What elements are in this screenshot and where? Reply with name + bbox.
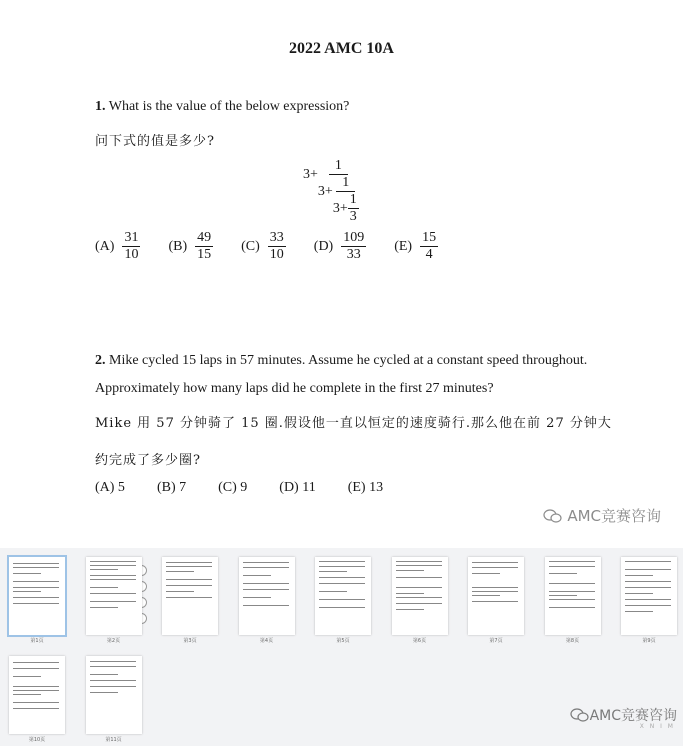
thumbnail-text-line <box>625 569 671 570</box>
thumbnail-text-line <box>319 577 365 578</box>
thumbnail-text-line <box>625 605 671 606</box>
thumbnail-text-line <box>396 561 442 562</box>
thumbnail-text-line <box>549 573 577 574</box>
watermark-2: AMC竞赛咨询 X N I M <box>570 705 677 725</box>
watermark: AMC竞赛咨询 <box>543 505 661 526</box>
page-thumbnail[interactable] <box>239 557 295 635</box>
page-thumbnail-label: 第7页 <box>489 638 503 644</box>
question-2-cn: Mike 用 57 分钟骑了 15 圈.假设他一直以恒定的速度骑行.那么他在前 27 分钟大 <box>95 416 612 431</box>
page-thumbnail[interactable] <box>162 557 218 635</box>
page-thumbnail-label: 第11页 <box>105 737 122 743</box>
thumbnail-text-line <box>625 561 671 562</box>
page-thumbnail[interactable] <box>392 557 448 635</box>
thumbnail-text-line <box>90 674 118 675</box>
thumbnail-text-line <box>549 607 595 608</box>
thumbnail-text-line <box>319 566 365 567</box>
thumbnail-text-line <box>319 571 347 572</box>
thumbnail-text-line <box>243 589 289 590</box>
thumbnail-text-line <box>90 579 136 580</box>
thumbnail-text-line <box>396 587 442 588</box>
page-thumbnail[interactable] <box>9 557 65 635</box>
thumbnail-text-line <box>13 708 59 709</box>
thumbnail-text-line <box>166 585 212 586</box>
thumbnail-text-line <box>90 569 118 570</box>
thumbnail-text-line <box>472 591 518 592</box>
page-thumbnail[interactable] <box>545 557 601 635</box>
thumbnail-text-line <box>243 562 289 563</box>
thumbnail-text-line <box>13 662 59 663</box>
page-thumbnail-label: 第3页 <box>183 638 197 644</box>
page-thumbnail[interactable] <box>468 557 524 635</box>
thumbnail-text-line <box>549 566 595 567</box>
question-1-number: 1. <box>95 99 106 114</box>
thumbnail-text-line <box>90 587 118 588</box>
page-thumbnail[interactable] <box>86 656 142 734</box>
thumbnail-text-line <box>13 702 59 703</box>
thumbnail-text-line <box>549 595 577 596</box>
thumbnail-text-line <box>13 563 59 564</box>
question-2-text-2: Approximately how many laps did he complete in the first 27 minutes? <box>95 381 494 396</box>
thumbnail-text-line <box>319 591 347 592</box>
page-title: 2022 AMC 10A <box>289 40 394 57</box>
page-thumbnail[interactable] <box>621 557 677 635</box>
thumbnail-text-line <box>243 583 289 584</box>
question-1-text: 1. What is the value of the below expression? <box>95 99 350 114</box>
thumbnail-text-line <box>625 611 653 612</box>
thumbnail-text-line <box>625 593 653 594</box>
page-thumbnail-label: 第6页 <box>412 638 427 644</box>
question-1-cn: 问下式的值是多少? <box>95 134 215 149</box>
question-1-options <box>95 230 466 263</box>
option-c: (C) $\frac{33}{10}$ <box>241 230 284 262</box>
page-thumbnail-label: 第4页 <box>259 638 274 644</box>
thumbnail-text-line <box>472 562 518 563</box>
page-thumbnail[interactable] <box>9 656 65 734</box>
thumbnail-text-line <box>13 567 59 568</box>
thumbnail-text-line <box>396 603 442 604</box>
thumbnail-text-line <box>13 686 59 687</box>
thumbnail-text-line <box>549 561 595 562</box>
page-thumbnail-label: 第9页 <box>642 638 656 644</box>
page-thumbnail-label: 第10页 <box>28 737 46 743</box>
question-2-options <box>95 480 415 496</box>
thumbnail-text-line <box>90 607 118 608</box>
thumbnail-text-line <box>243 605 289 606</box>
thumbnail-text-line <box>13 587 59 588</box>
thumbnail-text-line <box>243 597 271 598</box>
thumbnail-text-line <box>625 599 671 600</box>
thumbnail-text-line <box>166 571 194 572</box>
question-2-cn-2: 约完成了多少圈? <box>95 453 201 468</box>
page-thumbnail-label: 第8页 <box>565 638 580 644</box>
thumbnail-text-line <box>166 566 212 567</box>
thumbnail-text-line <box>319 607 365 608</box>
thumbnail-text-line <box>13 603 59 604</box>
thumbnail-text-line <box>13 573 41 574</box>
thumbnail-text-line <box>90 565 136 566</box>
thumbnail-text-line <box>90 593 136 594</box>
thumbnail-text-line <box>90 661 136 662</box>
thumbnail-text-line <box>166 579 212 580</box>
option-b: (B) $\frac{49}{15}$ <box>168 230 212 262</box>
thumbnail-text-line <box>166 591 194 592</box>
option-c: (C) 9 <box>218 480 248 495</box>
page-thumbnail-label: 第5页 <box>336 638 350 644</box>
option-a: (A) 5 <box>95 480 125 495</box>
thumbnail-text-line <box>396 565 442 566</box>
thumbnail-text-line <box>243 575 271 576</box>
question-2-number: 2. <box>95 353 106 368</box>
thumbnail-text-line <box>319 583 365 584</box>
option-b: (B) 7 <box>156 480 187 495</box>
thumbnail-text-line <box>396 570 424 571</box>
thumbnail-text-line <box>472 573 500 574</box>
thumbnail-text-line <box>13 676 41 677</box>
option-a: (A) $\frac{31}{10}$ <box>95 230 139 262</box>
thumbnail-text-line <box>396 609 424 610</box>
thumbnail-text-line <box>243 567 289 568</box>
page-thumbnail-label: 第1页 <box>30 638 44 644</box>
thumbnail-text-line <box>472 595 500 596</box>
thumbnail-text-line <box>13 668 59 669</box>
thumbnail-text-line <box>549 583 595 584</box>
thumbnail-text-line <box>90 561 136 562</box>
thumbnail-text-line <box>166 597 212 598</box>
page-thumbnail-label: 第2页 <box>106 638 121 644</box>
thumbnail-text-line <box>625 575 653 576</box>
thumbnail-text-line <box>90 680 136 681</box>
wechat-icon <box>570 707 590 723</box>
thumbnail-text-line <box>472 567 518 568</box>
thumbnail-text-line <box>625 587 671 588</box>
continued-fraction: 3+ 1 3+ 1 3+ $\frac{1}{3}$ <box>303 158 357 224</box>
thumbnail-text-line <box>90 666 136 667</box>
thumbnail-text-line <box>13 690 59 691</box>
option-e: (E) $\frac{15}{4}$ <box>394 230 437 262</box>
option-d: (D) $\frac{109}{33}$ <box>313 230 365 262</box>
thumbnail-text-line <box>396 577 442 578</box>
thumbnail-text-line <box>472 587 518 588</box>
thumbnail-text-line <box>90 601 136 602</box>
thumbnail-text-line <box>13 591 41 592</box>
thumbnail-text-line <box>319 561 365 562</box>
thumbnail-text-line <box>13 694 41 695</box>
thumbnail-text-line <box>13 597 59 598</box>
thumbnail-text-line <box>625 581 671 582</box>
thumbnail-text-line <box>90 692 118 693</box>
thumbnail-text-line <box>396 593 424 594</box>
wechat-icon <box>543 508 563 524</box>
thumbnail-text-line <box>166 562 212 563</box>
thumbnail-text-line <box>549 599 595 600</box>
thumbnail-text-line <box>472 601 518 602</box>
thumbnail-text-line <box>90 575 136 576</box>
thumbnail-text-line <box>549 591 595 592</box>
thumbnail-text-line <box>90 686 136 687</box>
option-d: (D) 11 <box>279 480 316 495</box>
thumbnail-text-line <box>319 599 365 600</box>
thumbnail-text-line <box>396 597 442 598</box>
thumbnail-text-line <box>13 581 59 582</box>
page-thumbnail[interactable] <box>86 557 142 635</box>
page-thumbnail[interactable] <box>315 557 371 635</box>
question-2-text: 2. Mike cycled 15 laps in 57 minutes. Assume he cycled at a constant speed throughout. <box>95 353 588 368</box>
option-e: (E) 13 <box>347 480 384 495</box>
